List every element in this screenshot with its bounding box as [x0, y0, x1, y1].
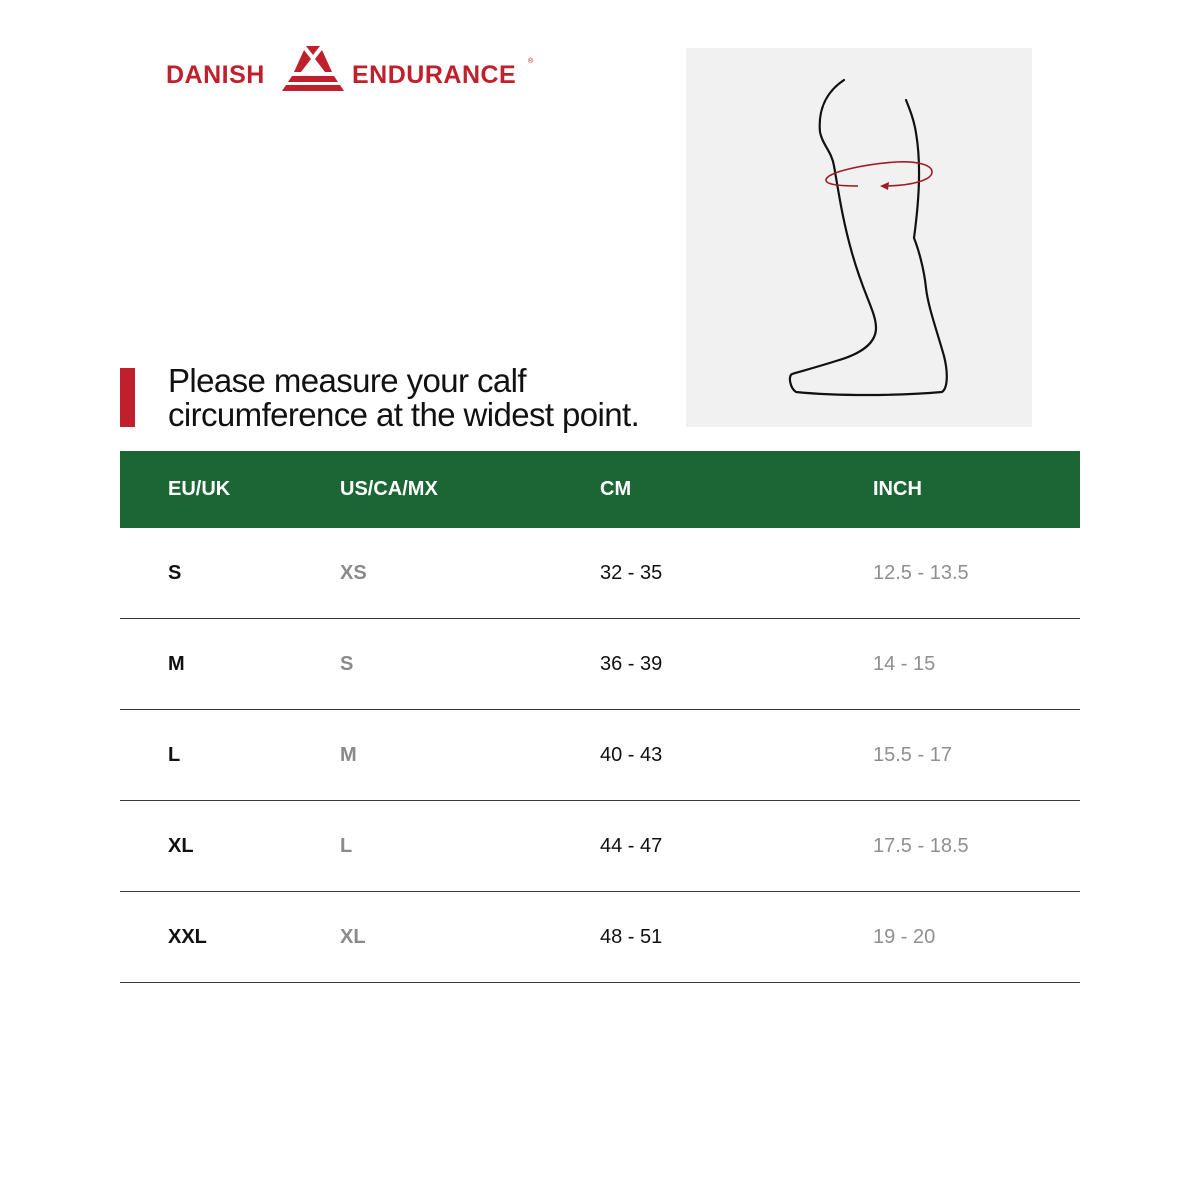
calf-measurement-illustration — [686, 48, 1032, 427]
cell-us-ca-mx: XL — [340, 925, 366, 948]
instruction-line-1: Please measure your calf — [168, 362, 526, 399]
table-row — [120, 528, 1080, 619]
table-row — [120, 619, 1080, 710]
brand-logo — [166, 46, 536, 94]
cell-us-ca-mx: L — [340, 834, 353, 857]
cell-eu-uk: M — [168, 652, 185, 675]
cell-cm: 40 - 43 — [600, 743, 663, 766]
cell-us-ca-mx: M — [340, 743, 357, 766]
cell-eu-uk: XXL — [168, 925, 207, 948]
brand-name-left: DANISH — [166, 61, 265, 89]
cell-cm: 36 - 39 — [600, 652, 663, 675]
brand-name-right: ENDURANCE — [352, 61, 517, 89]
mountain-logo-icon — [280, 46, 346, 92]
cell-inch: 17.5 - 18.5 — [873, 834, 969, 857]
table-row — [120, 801, 1080, 892]
cell-eu-uk: L — [168, 743, 181, 766]
cell-cm: 32 - 35 — [600, 561, 663, 584]
cell-eu-uk: S — [168, 561, 182, 584]
cell-inch: 15.5 - 17 — [873, 743, 952, 766]
cell-us-ca-mx: XS — [340, 561, 367, 584]
header-cm: CM — [600, 478, 632, 500]
instruction-line-2: circumference at the widest point. — [168, 396, 640, 433]
table-row — [120, 892, 1080, 983]
cell-eu-uk: XL — [168, 834, 194, 857]
cell-us-ca-mx: S — [340, 652, 354, 675]
header-inch: INCH — [873, 478, 922, 500]
size-chart-table — [120, 451, 1080, 983]
cell-cm: 48 - 51 — [600, 925, 663, 948]
cell-inch: 19 - 20 — [873, 925, 936, 948]
registered-mark: ® — [528, 58, 534, 65]
header-us-ca-mx: US/CA/MX — [340, 478, 438, 500]
calf-measurement-leg-icon — [686, 48, 1032, 427]
measurement-instruction — [168, 364, 688, 432]
table-row — [120, 710, 1080, 801]
table-header — [120, 451, 1080, 528]
accent-bar — [120, 368, 135, 427]
cell-inch: 12.5 - 13.5 — [873, 561, 969, 584]
cell-inch: 14 - 15 — [873, 652, 936, 675]
cell-cm: 44 - 47 — [600, 834, 663, 857]
header-eu-uk: EU/UK — [168, 478, 231, 500]
